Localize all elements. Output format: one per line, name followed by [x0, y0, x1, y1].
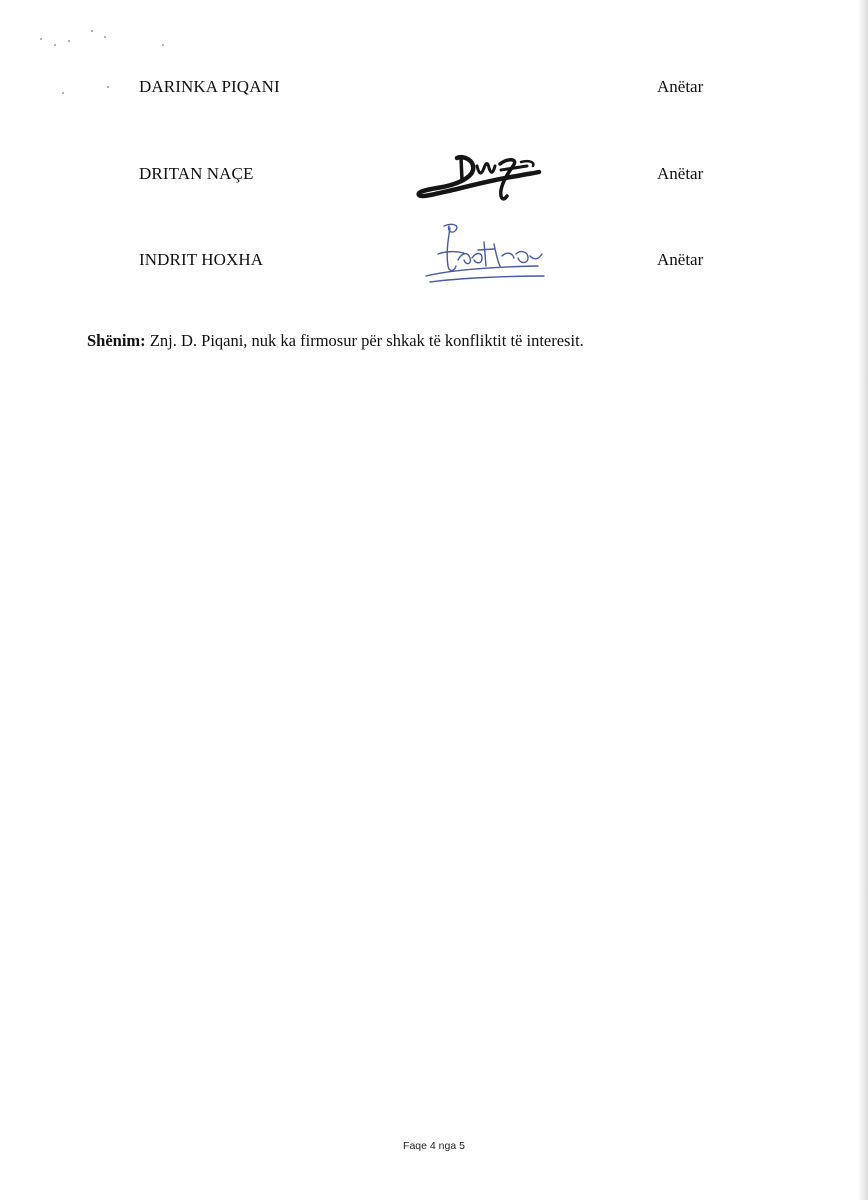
scan-speck — [40, 38, 42, 40]
note-label: Shënim: — [87, 331, 146, 350]
signature-dritan-nace — [405, 148, 545, 210]
member-role: Anëtar — [657, 250, 704, 269]
scan-speck — [91, 30, 93, 32]
member-role: Anëtar — [657, 77, 704, 96]
scan-speck — [68, 40, 70, 42]
note-text: Znj. D. Piqani, nuk ka firmosur për shkak të konfliktit të interesit. — [149, 331, 584, 350]
member-row-darinka-piqani — [0, 77, 868, 117]
note-paragraph — [87, 331, 584, 351]
member-name: DARINKA PIQANI — [139, 77, 280, 96]
scan-speck — [104, 36, 106, 38]
scan-speck — [54, 44, 56, 46]
page-number: Faqe 4 nga 5 — [403, 1140, 465, 1152]
scan-speck — [162, 44, 164, 46]
member-role: Anëtar — [657, 164, 704, 183]
signature-indrit-hoxha — [420, 220, 550, 286]
member-name: INDRIT HOXHA — [139, 250, 264, 269]
member-name: DRITAN NAÇE — [139, 164, 254, 183]
